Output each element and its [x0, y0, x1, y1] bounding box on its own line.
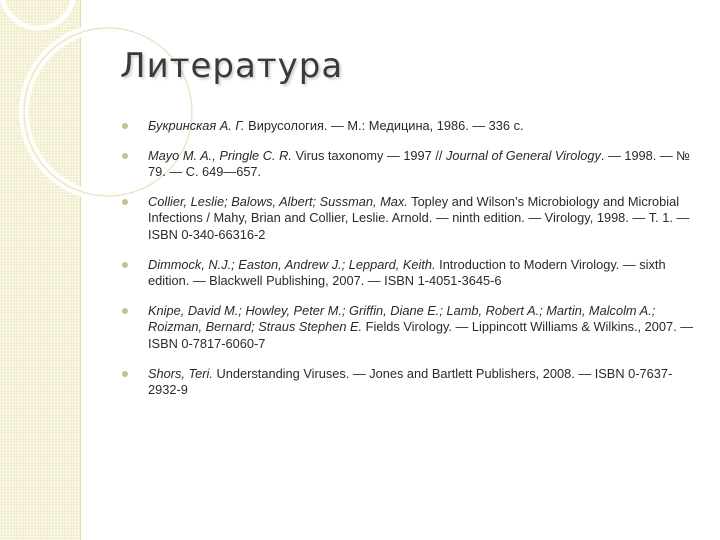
reference-authors: Knipe, David M.; Howley, Peter M.; Griffin, Diane E.; Lamb, Robert A.; Martin, Malcolm A.; Roizman, Bernard; Straus Stephen E. [148, 302, 656, 335]
reference-details: Topley and Wilson’s Microbiology and Microbial Infections / Mahy, Brian and Collier, Leslie. Arnold. — ninth edition. — Virology, 1998. — Т. 1. — ISBN 0-340-66316-2 [148, 193, 690, 242]
reference-item [120, 194, 702, 244]
reference-authors: Букринская А. Г. [148, 118, 245, 133]
reference-item [120, 257, 702, 290]
reference-journal: Journal of General Virology [446, 147, 601, 163]
bullet-icon [122, 123, 128, 129]
reference-details: Вирусология. — М.: Медицина, 1986. — 336 с. [244, 118, 524, 133]
reference-details: Fields Virology. — Lippincott Williams & Wilkins., 2007. — ISBN 0-7817-6060-7 [148, 319, 694, 351]
reference-list [120, 118, 702, 412]
reference-details: Understanding Viruses. — Jones and Bartlett Publishers, 2008. — ISBN 0-7637-2932-9 [148, 365, 673, 398]
reference-details: . — 1998. — № 79. — С. 649—657. [148, 147, 690, 180]
reference-authors: Shors, Teri. [148, 365, 213, 381]
bullet-icon [122, 153, 128, 159]
reference-item [120, 148, 702, 181]
bullet-icon [122, 262, 128, 268]
slide-title: Литература [120, 46, 344, 86]
deco-circle-top [2, 0, 74, 28]
bullet-icon [122, 371, 128, 377]
reference-details: Introduction to Modern Virology. — sixth edition. — Blackwell Publishing, 2007. — ISBN 1-4051-3645-6 [148, 256, 666, 289]
reference-authors: Dimmock, N.J.; Easton, Andrew J.; Leppard, Keith. [148, 256, 436, 272]
reference-item [120, 366, 702, 399]
reference-item [120, 303, 702, 353]
reference-title: Virus taxonomy — 1997 // [291, 147, 447, 163]
reference-authors: Collier, Leslie; Balows, Albert; Sussman, Max. [148, 193, 408, 209]
bullet-icon [122, 308, 128, 314]
reference-item [120, 118, 702, 135]
reference-authors: Mayo M. A., Pringle C. R. [148, 147, 292, 163]
bullet-icon [122, 199, 128, 205]
